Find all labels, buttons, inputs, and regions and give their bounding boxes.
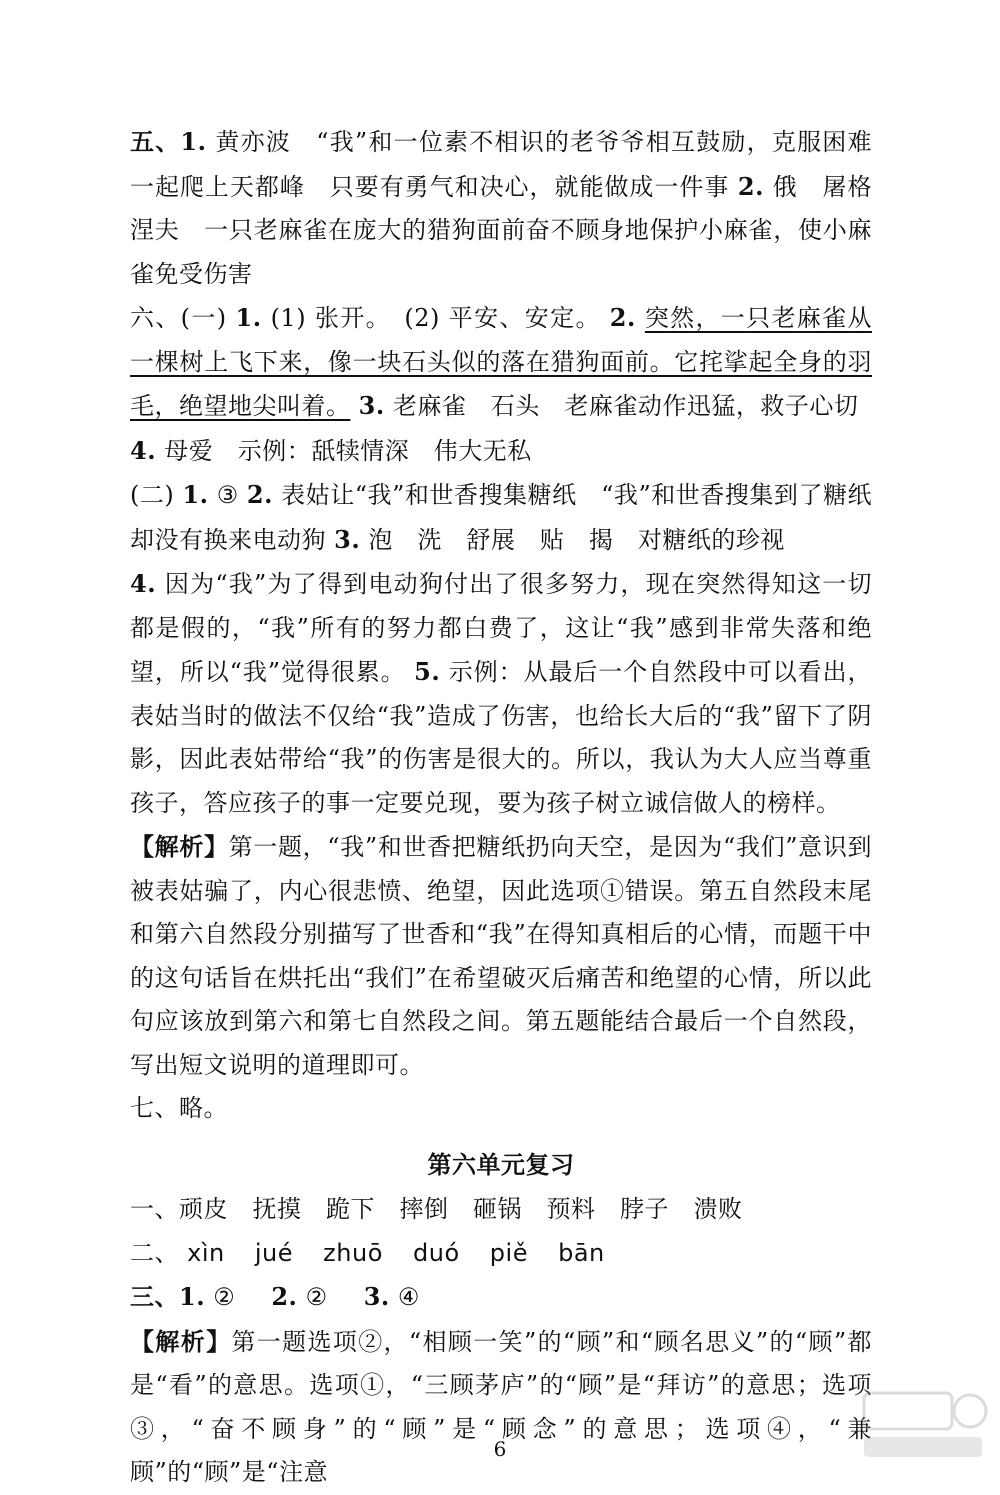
section-6-underlined-sentence: 突然，一只老麻雀从一棵树上飞下来，像一块石头似的落在猎狗面前。它挓挲起全身的羽毛，绝望地尖叫着。 [130,304,872,420]
section-6-num-2: 2. [609,303,636,332]
pinyin-item: jué [254,1238,294,1267]
section-6b-num-4: 4. [130,569,157,598]
analysis-block-2 [130,1320,872,1495]
pinyin-item: zhuō [323,1238,383,1267]
analysis-text: 第一题选项②，“相顾一笑”的“顾”和“顾名思义”的“顾”都是“看”的意思。选项①，“三顾茅庐”的“顾”是“拜访”的意思；选项③，“奋不顾身”的“顾”是“顾念”的意思；选项④，“兼顾”的“顾”是“注意 [130,1327,873,1486]
answer-section-6-part-2 [130,473,872,825]
analysis-text: 第一题，“我”和世香把糖纸扔向天空，是因为“我们”意识到被表姑骗了，内心很悲愤、绝望，因此选项①错误。第五自然段末尾和第六自然段分别描写了世香和“我”在得知真相后的心情，而题干中的这句话旨在烘托出“我们”在希望破灭后痛苦和绝望的心情，所以此句应该放到第六和第七自然段之间。第五题能结合最后一个自然段，写出短文说明的道理即可。 [130,833,873,1079]
section-6b-num-1: 1. [182,480,209,509]
section-6b-answer-4: 因为“我”为了得到电动狗付出了很多努力，现在突然得知这一切都是假的，“我”所有的努力都白费了，这让“我”感到非常失落和绝望，所以“我”觉得很累。 [130,570,872,686]
watermark-icon [858,1383,988,1463]
section-7-answer: 七、略。 [130,1094,228,1122]
review-3-lead: 三、1. [130,1282,206,1311]
review-3-num-3: 3. [363,1282,390,1311]
document-body [130,120,872,1495]
section-6b-lead: (二) [130,481,175,509]
answer-section-6-part-1 [130,296,872,473]
section-6-num-4: 4. [130,435,157,465]
review-1-lead: 一、 [130,1195,179,1223]
analysis-label: 【解析】 [130,1326,232,1356]
section-6-answer-3: 老麻雀 石头 老麻雀动作迅猛，救子心切 [392,392,859,420]
review-2-lead: 二、 [130,1238,179,1267]
section-6-answer-4: 母爱 示例：舐犊情深 伟大无私 [164,436,532,465]
review-question-3 [130,1275,872,1320]
review-3-num-2: 2. [271,1282,298,1311]
section-6b-num-2: 2. [246,480,273,509]
analysis-block-1 [130,825,872,1087]
review-question-2 [130,1232,872,1276]
section-6-num-1: 1. [235,303,262,332]
section-6b-answer-3: 泡 洗 舒展 贴 揭 对糖纸的珍视 [368,525,785,554]
section-5-answer-2: 俄 屠格涅夫 一只老麻雀在庞大的猎狗面前奋不顾身地保护小麻雀，使小麻雀免受伤害 [130,172,873,288]
section-5-num-2: 2. [737,171,764,201]
answer-section-7 [130,1087,872,1131]
section-6b-num-3: 3. [334,524,361,554]
review-3-answer-3: ④ [397,1283,420,1311]
section-5-lead: 五、1. [130,127,207,156]
pinyin-item: duó [413,1238,460,1267]
analysis-label: 【解析】 [130,832,229,861]
unit-title: 第六单元复习 [427,1149,575,1179]
answer-section-5 [130,120,872,296]
pinyin-item: bān [558,1238,605,1267]
watermark-logo [858,1383,988,1463]
review-1-answer: 顽皮 抚摸 跪下 摔倒 砸锅 预料 脖子 溃败 [179,1195,743,1223]
page-number: 6 [493,1437,507,1461]
section-5-answer-1: 黄亦波 “我”和一位素不相识的老爷爷相互鼓励，克服困难一起爬上天都峰 只要有勇气和决心，就能做成一件事 [130,128,872,201]
review-3-answer-1: ② [213,1283,236,1311]
section-6b-answer-1: ③ [216,481,239,509]
section-6-lead: 六、(一) [130,304,227,332]
review-question-1 [130,1188,872,1232]
pinyin-item: xìn [187,1238,225,1267]
section-6b-answer-5: 示例：从最后一个自然段中可以看出，表姑当时的做法不仅给“我”造成了伤害，也给长大后的“我”留下了阴影，因此表姑带给“我”的伤害是很大的。所以，我认为大人应当尊重孩子，答应孩子的事一定要兑现，要为孩子树立诚信做人的榜样。 [130,658,873,817]
review-3-answer-2: ② [305,1283,328,1311]
section-6b-num-5: 5. [414,657,441,686]
pinyin-item: piě [489,1238,528,1267]
section-6-answer-1: (1) 张开。 (2) 平安、安定。 [270,304,601,332]
section-6-num-3: 3. [358,391,385,420]
section-6b-answer-2: 表姑让“我”和世香搜集糖纸 “我”和世香搜集到了糖纸却没有换来电动狗 [130,481,873,554]
